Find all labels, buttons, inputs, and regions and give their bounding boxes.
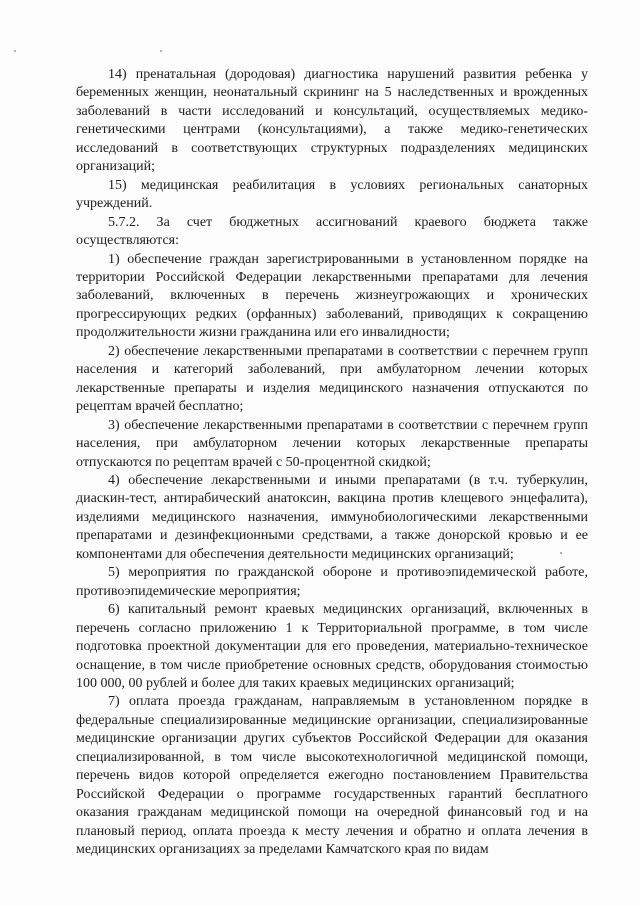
paragraph-item-15: 15) медицинская реабилитация в условиях региональных санаторных учреждений.: [76, 177, 588, 212]
scan-speck: [14, 50, 16, 52]
scan-speck: [160, 50, 162, 52]
paragraph-item-5: 5) мероприятия по гражданской обороне и противоэпидемической работе, противоэпидемические мероприятия;: [76, 565, 588, 599]
document-body: [76, 66, 588, 859]
paragraph-item-6: 6) капитальный ремонт краевых медицинских организаций, включенных в перечень согласно приложению 1 к Территориальной программе, в том числе подготовка проектной документации для его проведения, материально-техническое оснащение, в том числе приобретение основных средств, оборудования стоимостью 100 000, 00 рублей и более для таких краевых медицинских организаций;: [76, 602, 588, 691]
paragraph-item-7: 7) оплата проезда гражданам, направляемым в установленном порядке в федеральные специализированные медицинские организации, специализированные медицинские организации других субъектов Российской Федерации для оказания специализированной, в том числе высокотехнологичной медицинской помощи, перечень видов которой определяется ежегодно постановлением Правительства Российской Федерации о программе государственных гарантий бесплатного оказания гражданам медицинской помощи на очередной финансовый год и на плановый период, оплата проезда к месту лечения и обратно и оплата лечения в медицинских организациях за пределами Камчатского края по видам: [76, 694, 588, 858]
paragraph-item-3: 3) обеспечение лекарственными препаратами в соответствии с перечнем групп населения, при амбулаторном лечении которых лекарственные препараты отпускаются по рецептам врачей с 50-процентной скидкой;: [76, 417, 588, 470]
paragraph-item-4: 4) обеспечение лекарственными и иными препаратами (в т.ч. туберкулин, диаскин-тест, антирабический анатоксин, вакцина против клещевого энцефалита), изделиями медицинского назначения, иммунобиологическими лекарственными препаратами и дезинфекционными средствами, а также донорской кровью и ее компонентами для обеспечения деятельности медицинских организаций;: [76, 472, 588, 562]
paragraph-item-1: 1) обеспечение граждан зарегистрированными в установленном порядке на территории Российской Федерации лекарственными препаратами для лечения заболеваний, включенных в перечень жизнеугрожающих и хронических прогрессирующих редких (орфанных) заболеваний, приводящих к сокращению продолжительности жизни гражданина или его инвалидности;: [76, 251, 588, 341]
paragraph-section-5-7-2: 5.7.2. За счет бюджетных ассигнований краевого бюджета также осуществляются:: [76, 214, 588, 249]
paragraph-item-2: 2) обеспечение лекарственными препаратами в соответствии с перечнем групп населения и категорий заболеваний, при амбулаторном лечении которых лекарственные препараты и изделия медицинского назначения отпускаются по рецептам врачей бесплатно;: [76, 343, 588, 415]
paragraph-item-14: 14) пренатальная (дородовая) диагностика нарушений развития ребенка у беременных женщин, неонатальный скрининг на 5 наследственных и врожденных заболеваний в части исследований и консультаций, осуществляемых медико-генетическими центрами (консультациями), а также медико-генетических исследований в соответствующих структурных подразделениях медицинских организаций;: [76, 67, 588, 175]
